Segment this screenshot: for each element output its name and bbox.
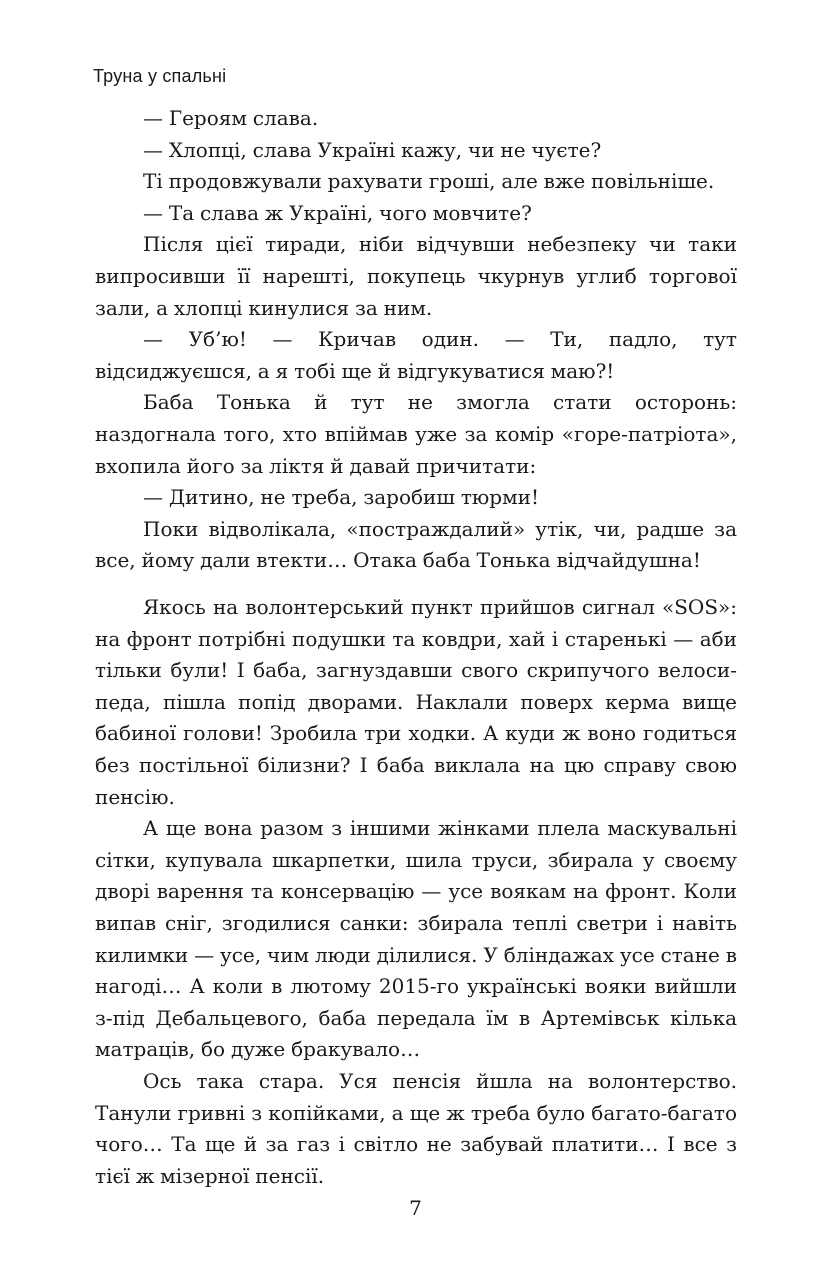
- paragraph: Якось на волонтерський пункт прийшов сигнал «SOS»: на фронт потрібні подушки та ковдри, хай і старенькі — аби тільки були! І баба, загнуздавши свого скрипучого велосипеда, пішла попід дворами. Наклали поверх керма вище бабиної голови! Зробила три ходки. А куди ж воно годиться без постільної білизни? І баба виклала на цю справу свою пенсію.: [95, 595, 737, 809]
- running-head: Труна у спальні: [93, 66, 227, 86]
- paragraph: Після цієї тиради, ніби відчувши небезпеку чи таки випросивши її нарешті, покупець чкурнув углиб торгової зали, а хлопці кинулися за ним.: [95, 232, 737, 320]
- paragraph: Ось така стара. Уся пенсія йшла на волонтерство. Танули гривні з копійками, а ще ж треба було багато-багато чого… Та ще й за газ і світло не забувай платити… І все з тієї ж мізерної пенсії.: [95, 1068, 737, 1188]
- paragraph: Ті продовжували рахувати гроші, але вже повільніше.: [143, 169, 715, 194]
- paragraph: Баба Тонька й тут не змогла стати осторонь: наздогнала того, хто впіймав уже за комір «горе-патріота», вхопила його за ліктя й давай причитати:: [95, 390, 737, 478]
- paragraph: А ще вона разом з іншими жінками плела маскувальні сітки, купувала шкарпетки, шила труси, збирала у своєму дворі варення та консервацію — усе воякам на фронт. Коли випав сніг, згодилися санки: збирала теплі светри і навіть килимки — усе, чим люди ділилися. У бліндажах усе стане в нагоді… А коли в лютому 2015-го українські вояки вийшли з-під Дебальцевого, баба передала їм в Артемівськ кілька матраців, бо дуже бракувало…: [95, 816, 738, 1062]
- paragraph: Поки відволікала, «постраждалий» утік, чи, радше за все, йому дали втекти… Отака баба Тонька відчайдушна!: [95, 516, 737, 573]
- paragraph: — Хлопці, слава Україні кажу, чи не чуєте?: [143, 137, 602, 162]
- paragraph: — Дитино, не треба, заробиш тюрми!: [143, 485, 540, 510]
- page-number: 7: [409, 1196, 422, 1220]
- paragraph: — Героям слава.: [143, 106, 319, 130]
- text-block-1: [95, 103, 737, 577]
- paragraph: — Уб’ю! — Кричав один. — Ти, падло, тут відсиджуєшся, а я тобі ще й відгукуватися маю?!: [95, 327, 737, 383]
- text-block-2: [95, 592, 737, 1192]
- paragraph: — Та слава ж Україні, чого мовчите?: [143, 200, 532, 225]
